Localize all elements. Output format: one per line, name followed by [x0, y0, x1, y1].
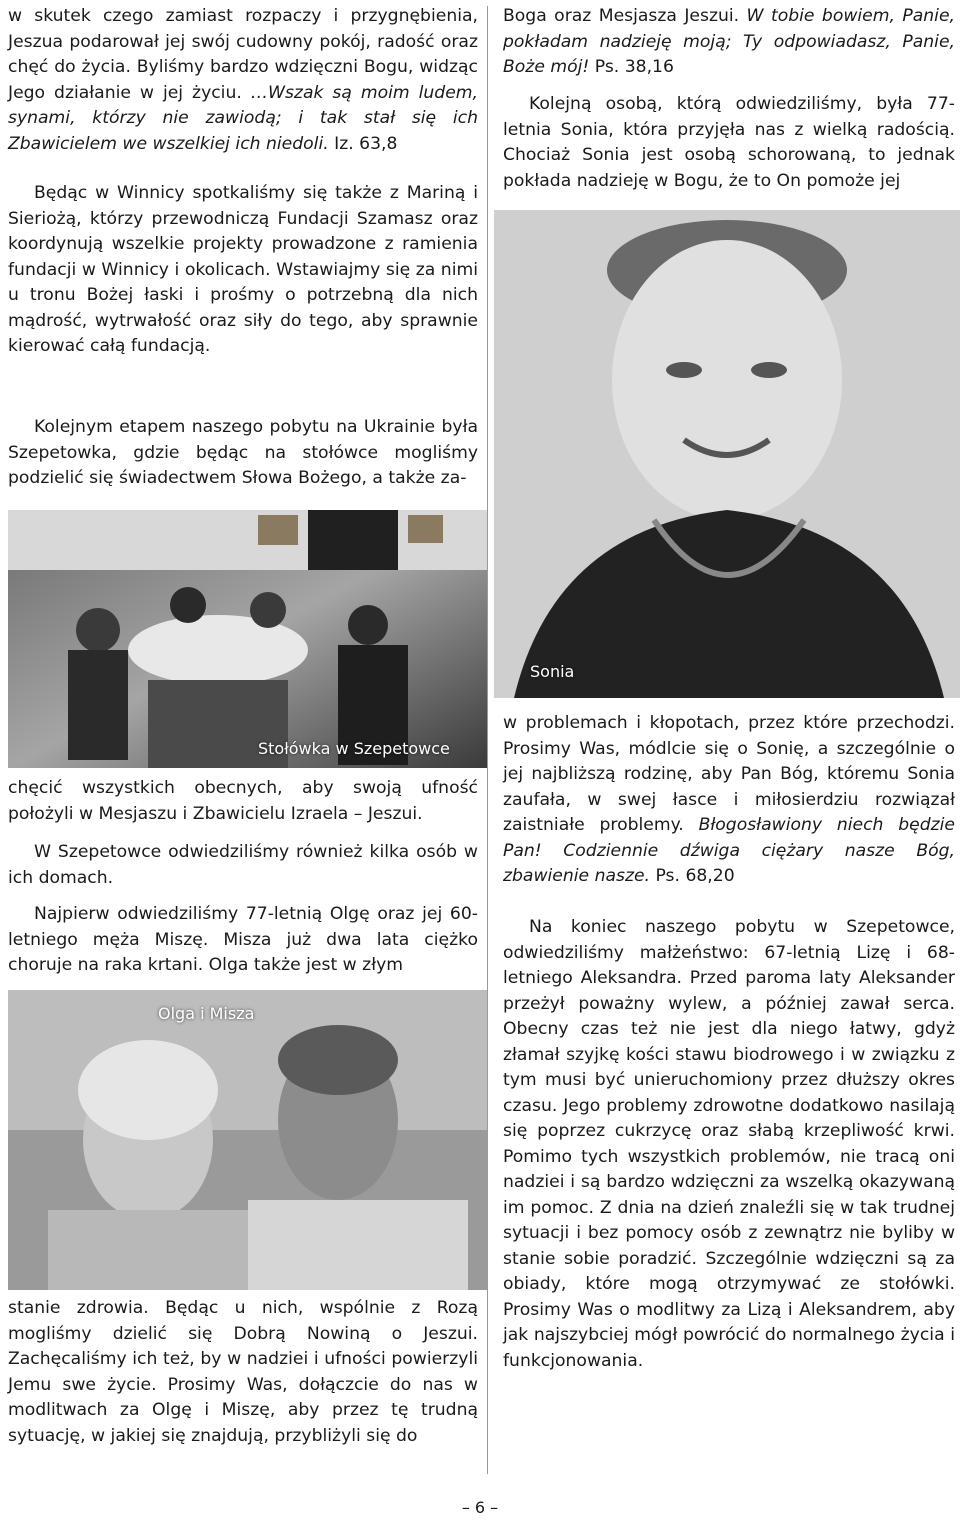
left-paragraph-home-visits: W Szepetowce odwiedziliśmy również kilka osób w ich domach.	[8, 842, 478, 888]
left-paragraph-szepetowka: Kolejnym etapem naszego pobytu na Ukrainie była Szepetowka, gdzie będąc na stołówce mogliśmy podzielić się świadectwem Słowa Bożego, a także za-	[8, 417, 478, 488]
scripture-quote: W tobie bowiem, Panie, pokładam nadzieję moją; Ty odpowiadasz, Panie, Boże mój!	[503, 6, 955, 77]
scripture-reference: Ps. 68,20	[650, 866, 735, 886]
left-paragraph-winnica: Będąc w Winnicy spotkaliśmy się także z Mariną i Sieriożą, którzy przewodniczą Fundacji Szamasz oraz koordynują wszelkie projekty prowadzone z ramienia fundacji w Winnicy i okolicach. Wstawiajmy się za nimi u tronu Bożej łaski i prośmy o potrzebną dla nich mądrość, wytrwałość oraz siły do tego, aby sprawnie kierować całą fundacją.	[8, 183, 478, 356]
right-paragraph-liza-aleksander: Na koniec naszego pobytu w Szepetowce, odwiedziliśmy małżeństwo: 67-letnią Lizę i 68-letniego Aleksandra. Przed paroma laty Aleksander przeżył poważny wylew, a później zawał serca. Obecny czas też nie jest dla niego łatwy, gdyż złamał szyjkę kości stawu biodrowego i w związku z tym musi być unieruchomiony przez dłuższy okres czasu. Jego problemy zdrowotne dodatkowo nasilają się poprzez cukrzycę oraz słabą krzepliwość krwi. Pomimo tych wszystkich problemów, nie tracą oni nadziei i są bardzo wdzięczni za wszelką okazywaną im pomoc. Z dnia na dzień znaleźli się w tak trudnej sytuacji i bez pomocy osób z zewnątrz nie byliby w stanie sobie poradzić. Szczególnie wdzięczni są za obiady, które mogą otrzymywać ze stołówki. Prosimy Was o modlitwy za Lizą i Aleksandrem, aby jak najszybciej mógł powrócić do normalnego życia i funkcjonowania.	[503, 917, 955, 1371]
scripture-quote: …Wszak są moim ludem, synami, którzy nie zawiodą; i tak stał się ich Zbawicielem we wszelkiej ich niedoli.	[8, 82, 478, 154]
left-paragraph-intro: w skutek czego zamiast rozpaczy i przygnębienia, Jeszua podarował jej swój cudowny pokój, radość oraz chęć do życia. Byliśmy bardzo wdzięczni Bogu, widząc Jego działanie w jej życiu. …Wszak są moim ludem, synami, którzy nie zawiodą; i tak stał się ich Zbawicielem we wszelkiej ich niedoli. Iz. 63,8	[8, 6, 478, 154]
left-paragraph-continued: chęcić wszystkich obecnych, aby swoją ufność położyli w Mesjaszu i Zbawicielu Izraela – Jeszui.	[8, 778, 478, 824]
page-number: – 6 –	[461, 1498, 499, 1517]
column-divider	[487, 6, 488, 1474]
sonia-photo	[494, 210, 960, 698]
sonia-caption: Sonia	[530, 662, 575, 681]
olga-misza-caption: Olga i Misza	[158, 1004, 255, 1023]
olga-misza-photo	[8, 990, 488, 1290]
left-paragraph-olga-continued: stanie zdrowia. Będąc u nich, wspólnie z Rozą mogliśmy dzielić się Dobrą Nowiną o Jeszui. Zachęcaliśmy ich też, by w nadziei i ufności powierzyli Jemu swe życie. Prosimy Was, dołączcie do nas w modlitwach za Olgę i Miszę, aby przez tę trudną sytuację, w jakiej się znajdują, przybliżyli się do	[8, 1298, 478, 1446]
canteen-caption: Stołówka w Szepetowce	[258, 739, 450, 758]
right-paragraph-intro: Boga oraz Mesjasza Jeszui. W tobie bowiem, Panie, pokładam nadzieję moją; Ty odpowiadasz, Panie, Boże mój! Ps. 38,16	[503, 6, 955, 77]
right-paragraph-sonia: Kolejną osobą, którą odwiedziliśmy, była 77-letnia Sonia, która przyjęła nas z wielką radością. Chociaż Sonia jest osobą schorowaną, to jednak pokłada nadzieję w Bogu, że to On pomoże jej	[503, 94, 955, 191]
left-paragraph-olga: Najpierw odwiedziliśmy 77-letnią Olgę oraz jej 60-letniego męża Miszę. Misza już dwa lata ciężko choruje na raka krtani. Olga także jest w złym	[8, 904, 478, 975]
scripture-reference: Iz. 63,8	[328, 133, 398, 154]
canteen-photo	[8, 510, 488, 768]
scripture-reference: Ps. 38,16	[589, 57, 674, 77]
right-paragraph-sonia-continued: w problemach i kłopotach, przez które przechodzi. Prosimy Was, módlcie się o Sonię, a szczególnie o jej najbliższą rodzinę, aby Pan Bóg, któremu Sonia zaufała, w swej łasce i miłosierdziu rozwiązał zaistniałe problemy. Błogosławiony niech będzie Pan! Codziennie dźwiga ciężary nasze Bóg, zbawienie nasze. Ps. 68,20	[503, 713, 955, 886]
scripture-quote: Błogosławiony niech będzie Pan! Codziennie dźwiga ciężary nasze Bóg, zbawienie nasze.	[503, 815, 955, 886]
